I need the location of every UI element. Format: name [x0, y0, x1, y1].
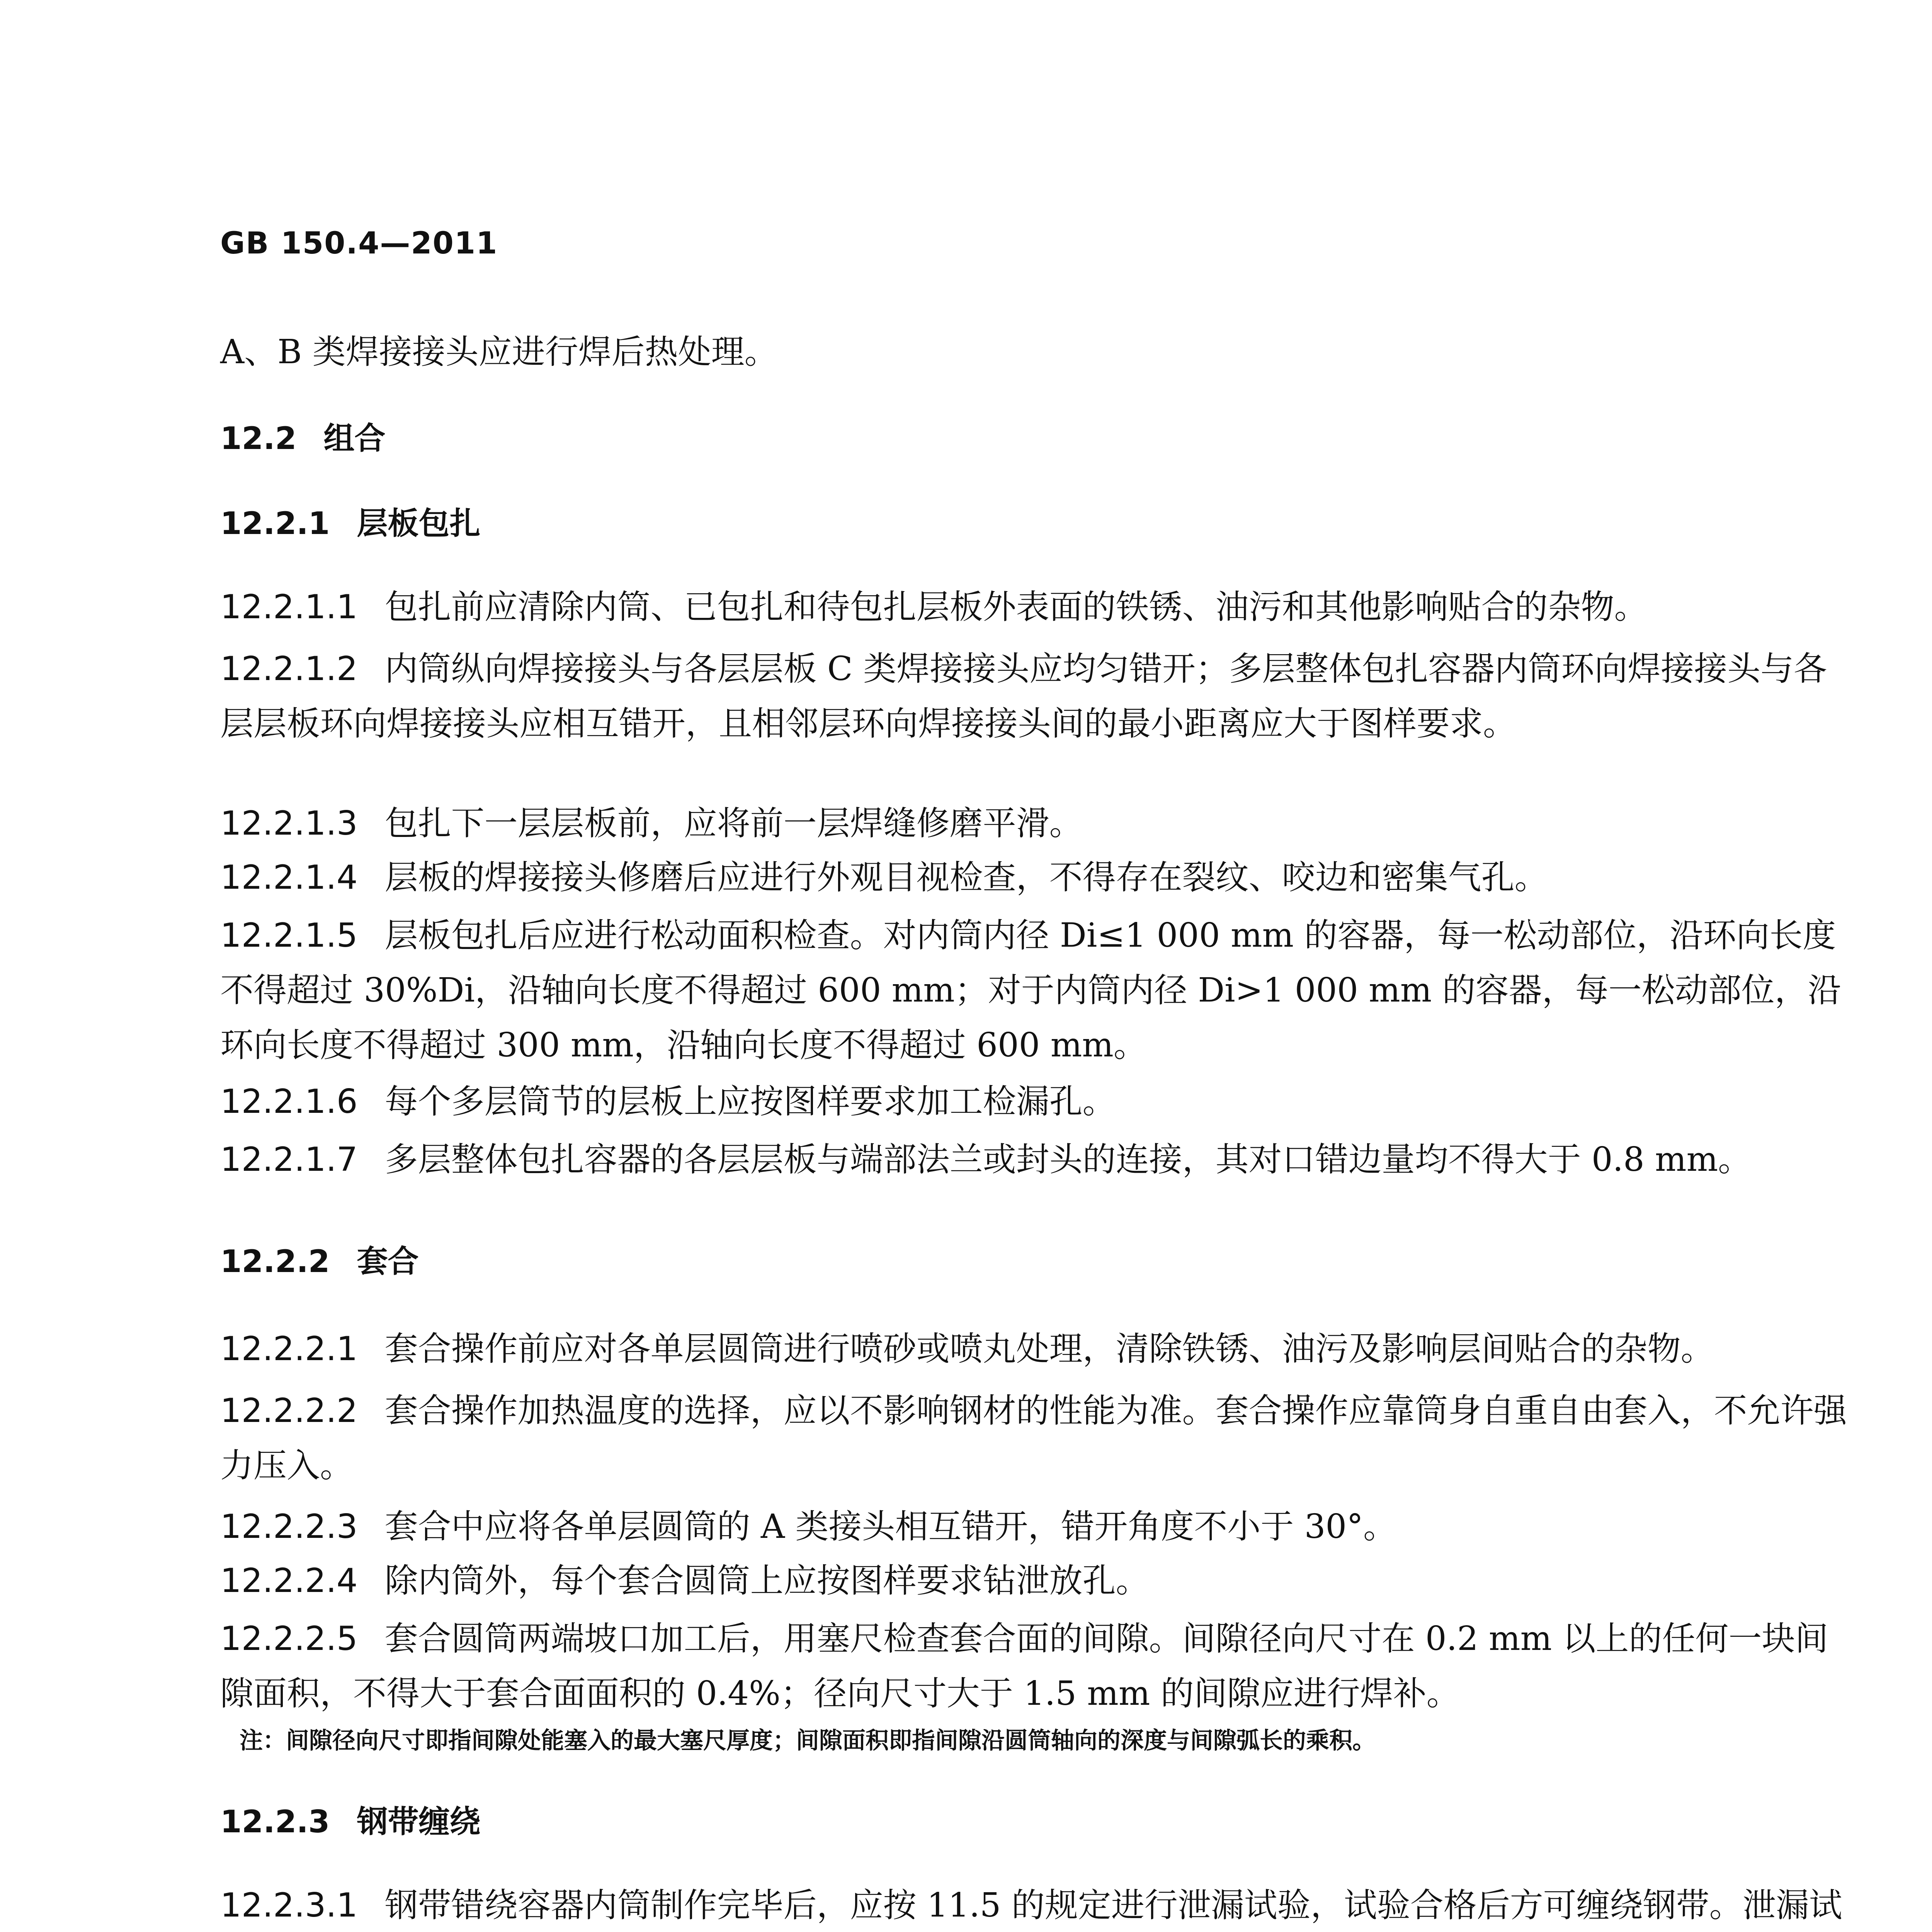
- intro-paragraph: A、B 类焊接接头应进行焊后热处理。: [220, 333, 778, 371]
- clause-text: 内筒纵向焊接接头与各层层板 C 类焊接接头应均匀错开；多层整体包扎容器内筒环向焊接接头与各层层板环向焊接接头应相互错开，且相邻层环向焊接接头间的最小距离应大于图样要求。: [220, 650, 1827, 743]
- standard-code: GB 150.4—2011: [220, 226, 498, 261]
- heading-title: 组合: [323, 420, 386, 456]
- clause-text: 套合操作加热温度的选择，应以不影响钢材的性能为准。套合操作应靠筒身自重自由套入，不允许强力压入。: [220, 1391, 1847, 1485]
- clause-12-2-1-1: [220, 580, 1855, 634]
- note-12-2-2: 注：间隙径向尺寸即指间隙处能塞入的最大塞尺厚度；间隙面积即指间隙沿圆筒轴向的深度与间隙弧长的乘积。: [240, 1727, 1376, 1754]
- clause-number: 12.2.3.1: [220, 1886, 358, 1925]
- clause-text: 层板包扎后应进行松动面积检查。对内筒内径 Di≤1 000 mm 的容器，每一松动部位，沿环向长度不得超过 30%Di，沿轴向长度不得超过 600 mm；对于内筒内径 Di>1 000 mm 的容器，每一松动部位，沿环向长度不得超过 300 mm，沿轴向长度不得超过 600 mm。: [220, 916, 1841, 1065]
- clause-text: 层板的焊接接头修磨后应进行外观目视检查，不得存在裂纹、咬边和密集气孔。: [384, 858, 1548, 897]
- clause-12-2-2-3: [220, 1499, 1855, 1554]
- clause-number: 12.2.1.6: [220, 1082, 358, 1121]
- clause-number: 12.2.1.7: [220, 1140, 358, 1179]
- clause-text: 钢带错绕容器内筒制作完毕后，应按 11.5 的规定进行泄漏试验，试验合格后方可缠绕钢带。泄漏试: [384, 1886, 1842, 1925]
- heading-12-2-3: [220, 1797, 1855, 1841]
- clause-text: 包扎前应清除内筒、已包扎和待包扎层板外表面的铁锈、油污和其他影响贴合的杂物。: [384, 588, 1648, 626]
- clause-number: 12.2.2.5: [220, 1619, 358, 1658]
- clause-12-2-2-5: [220, 1611, 1855, 1721]
- heading-12-2: [220, 413, 1855, 458]
- clause-12-2-2-2: [220, 1383, 1855, 1493]
- clause-text: 除内筒外，每个套合圆筒上应按图样要求钻泄放孔。: [384, 1561, 1149, 1600]
- clause-number: 12.2.1.1: [220, 588, 358, 626]
- clause-12-2-3-1: [220, 1878, 1855, 1932]
- clause-number: 12.2.1.2: [220, 650, 358, 688]
- clause-12-2-2-1: [220, 1321, 1855, 1376]
- clause-text: 套合操作前应对各单层圆筒进行喷砂或喷丸处理，清除铁锈、油污及影响层间贴合的杂物。: [384, 1330, 1714, 1368]
- heading-title: 钢带缠绕: [357, 1803, 481, 1840]
- heading-12-2-1: [220, 498, 1855, 543]
- clause-number: 12.2.1.3: [220, 804, 358, 843]
- clause-12-2-1-7: [220, 1132, 1855, 1187]
- heading-title: 层板包扎: [357, 505, 481, 541]
- clause-12-2-2-4: [220, 1553, 1855, 1608]
- clause-number: 12.2.2.3: [220, 1507, 358, 1546]
- clause-number: 12.2.2.1: [220, 1330, 358, 1368]
- clause-12-2-1-4: [220, 850, 1855, 905]
- heading-12-2-2: [220, 1236, 1855, 1281]
- clause-12-2-1-5: [220, 908, 1855, 1073]
- clause-number: 12.2.1.4: [220, 858, 358, 897]
- heading-number: 12.2.3: [220, 1804, 330, 1840]
- clause-12-2-1-2: [220, 641, 1855, 751]
- heading-number: 12.2.1: [220, 505, 330, 541]
- clause-text: 每个多层筒节的层板上应按图样要求加工检漏孔。: [384, 1082, 1116, 1121]
- clause-text: 包扎下一层层板前，应将前一层焊缝修磨平滑。: [384, 804, 1083, 843]
- clause-text: 套合中应将各单层圆筒的 A 类接头相互错开，错开角度不小于 30°。: [384, 1507, 1397, 1546]
- clause-12-2-1-6: [220, 1074, 1855, 1129]
- heading-number: 12.2: [220, 420, 297, 456]
- clause-number: 12.2.1.5: [220, 916, 358, 955]
- clause-text: 多层整体包扎容器的各层层板与端部法兰或封头的连接，其对口错边量均不得大于 0.8 mm。: [384, 1140, 1752, 1179]
- clause-number: 12.2.2.2: [220, 1391, 358, 1430]
- clause-number: 12.2.2.4: [220, 1561, 358, 1600]
- heading-title: 套合: [357, 1243, 419, 1279]
- clause-12-2-1-3: [220, 796, 1855, 851]
- heading-number: 12.2.2: [220, 1243, 330, 1279]
- clause-text: 套合圆筒两端坡口加工后，用塞尺检查套合面的间隙。间隙径向尺寸在 0.2 mm 以上的任何一块间隙面积，不得大于套合面面积的 0.4%；径向尺寸大于 1.5 mm 的间隙应进行焊补。: [220, 1619, 1828, 1713]
